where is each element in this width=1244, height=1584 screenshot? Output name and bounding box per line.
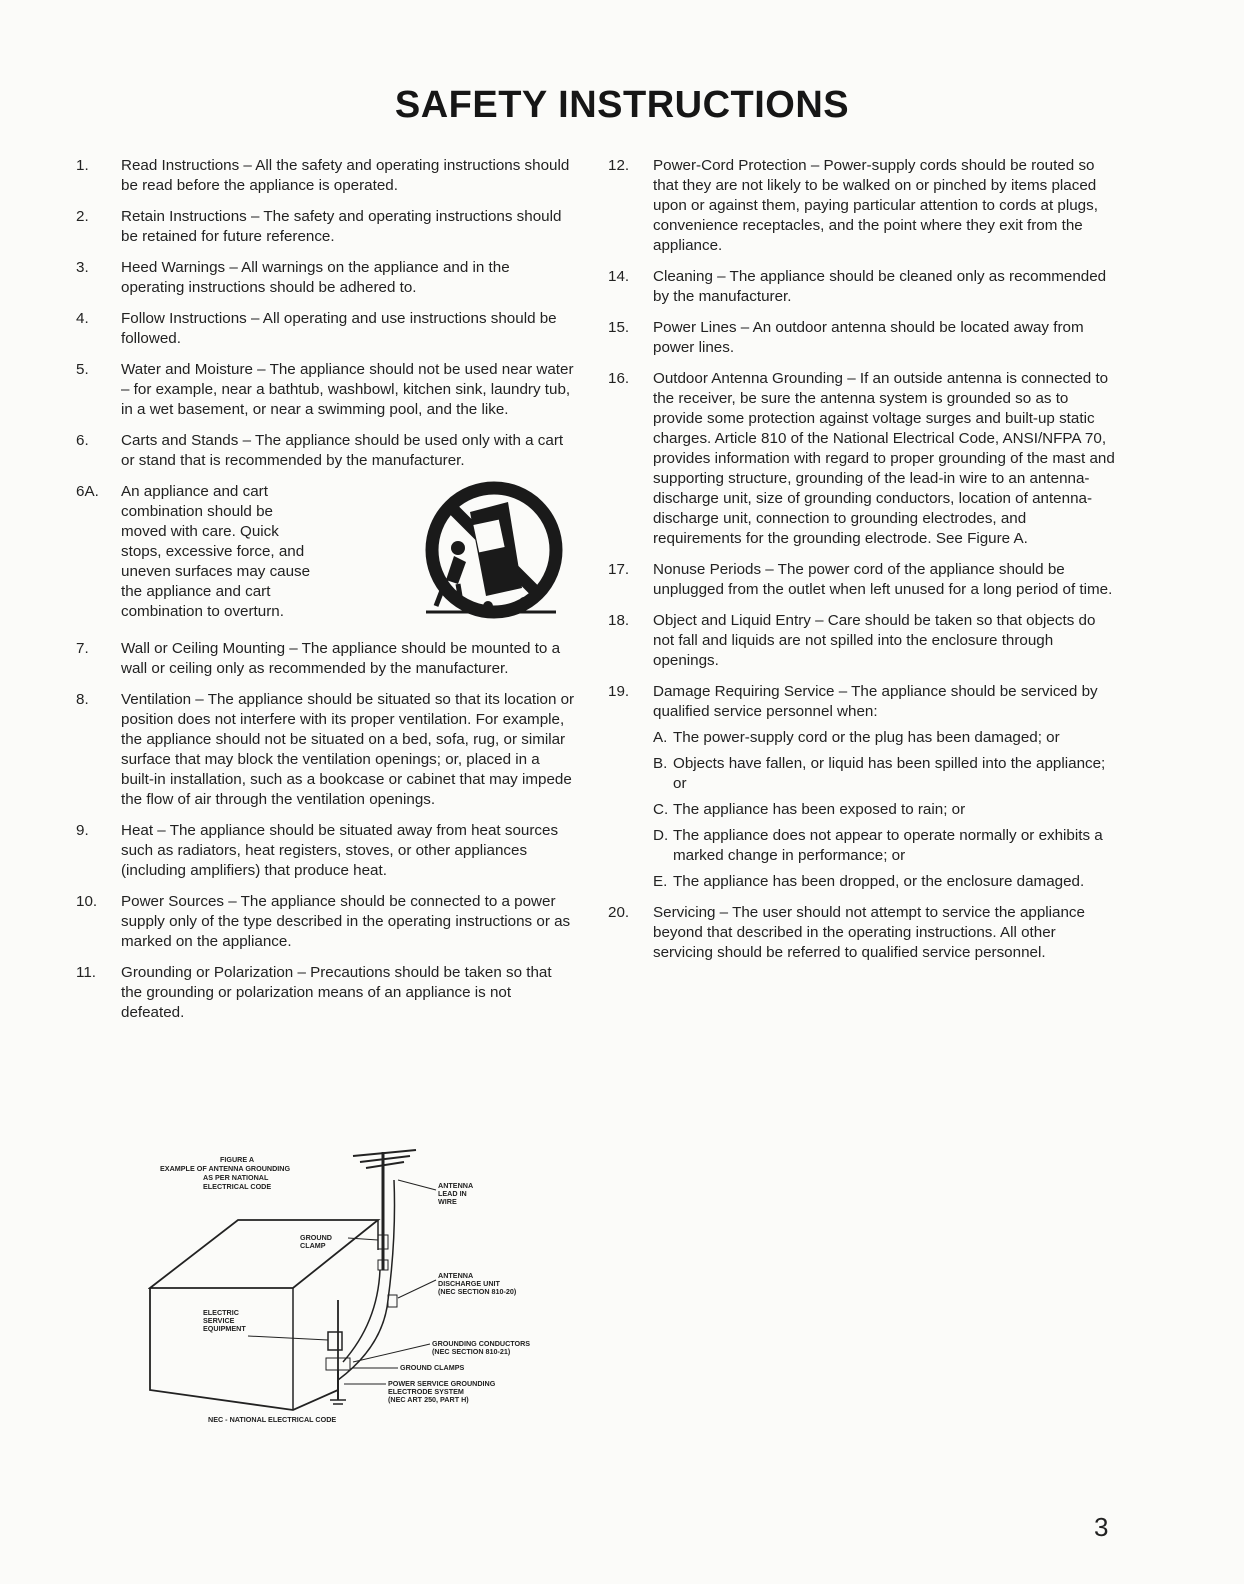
ground-symbol — [330, 1400, 346, 1404]
sub-item-letter: E. — [653, 873, 668, 890]
item-text: An appliance and cart combination should be moved with care. Quick stops, excessive force, and uneven surfaces may cause the appliance and cart combination to overturn. — [121, 483, 311, 620]
instruction-item — [608, 369, 1116, 549]
sub-item — [653, 872, 1116, 892]
instruction-item — [76, 963, 576, 1023]
figure-caption: AS PER NATIONAL — [203, 1173, 269, 1182]
label-electrode: ELECTRODE SYSTEM — [388, 1387, 464, 1396]
item-text: Grounding or Polarization – Precautions should be taken so that the grounding or polarization means of an appliance is not defeated. — [121, 964, 552, 1021]
service-equipment-box — [328, 1332, 342, 1350]
figure-caption: EXAMPLE OF ANTENNA GROUNDING — [160, 1164, 291, 1173]
label-lead-in: LEAD IN — [438, 1189, 467, 1198]
item-text: Carts and Stands – The appliance should be used only with a cart or stand that is recommended by the manufacturer. — [121, 432, 564, 469]
lead-in-wire — [338, 1180, 395, 1380]
label-service: ELECTRIC — [203, 1308, 239, 1317]
item-number: 20. — [608, 904, 630, 921]
item-number: 18. — [608, 612, 630, 629]
sub-item-text: The appliance does not appear to operate normally or exhibits a marked change in performance; or — [673, 827, 1103, 864]
instruction-item — [608, 682, 1116, 892]
item-text: Heat – The appliance should be situated away from heat sources such as radiators, heat registers, stoves, or other appliances (including amplifiers) that produce heat. — [121, 822, 559, 879]
label-conductors: (NEC SECTION 810-21) — [432, 1347, 511, 1356]
sub-item — [653, 754, 1116, 794]
leader-line — [398, 1280, 436, 1298]
house-wall — [150, 1288, 338, 1410]
grounding-conductor — [343, 1270, 380, 1362]
roof-outline — [150, 1220, 378, 1288]
sub-item-text: The power-supply cord or the plug has been damaged; or — [673, 729, 1060, 746]
item-number: 3. — [76, 259, 89, 276]
right-column — [608, 156, 1116, 974]
instruction-item — [608, 611, 1116, 671]
item-text: Power Sources – The appliance should be connected to a power supply only of the type described in the operating instructions or as marked on the appliance. — [121, 893, 571, 950]
item-text: Power-Cord Protection – Power-supply cords should be routed so that they are not likely to be walked on or pinched by items placed upon or against them, paying particular attention to cords at plugs, convenience receptacles, and the point where they exit from the appliance. — [653, 157, 1098, 254]
item-text: Servicing – The user should not attempt to service the appliance beyond that described in the operating instructions. All other servicing should be referred to qualified service personnel. — [653, 904, 1085, 961]
item-number: 9. — [76, 822, 89, 839]
instruction-item — [76, 309, 576, 349]
instruction-item — [608, 903, 1116, 963]
leader-line — [353, 1344, 430, 1362]
item-text: Cleaning – The appliance should be cleaned only as recommended by the manufacturer. — [653, 268, 1107, 305]
item-number: 15. — [608, 319, 630, 336]
antenna-elements — [353, 1150, 416, 1168]
item-number: 7. — [76, 640, 89, 657]
item-number: 6. — [76, 432, 89, 449]
item-text: Heed Warnings – All warnings on the appliance and in the operating instructions should be adhered to. — [121, 259, 510, 296]
leader-line — [248, 1336, 328, 1340]
sub-item-text: The appliance has been exposed to rain; or — [673, 801, 966, 818]
instruction-item-6a — [76, 482, 576, 628]
instruction-item — [76, 892, 576, 952]
label-electrode: (NEC ART 250, PART H) — [388, 1395, 469, 1404]
item-number: 8. — [76, 691, 89, 708]
instruction-item — [608, 156, 1116, 256]
leader-line — [398, 1180, 436, 1190]
item-number: 14. — [608, 268, 630, 285]
label-ground-clamps: GROUND CLAMPS — [400, 1363, 465, 1372]
label-service: EQUIPMENT — [203, 1324, 246, 1333]
label-discharge: DISCHARGE UNIT — [438, 1279, 500, 1288]
instruction-item — [76, 639, 576, 679]
instruction-item — [76, 431, 576, 471]
item-text: Water and Moisture – The appliance should not be used near water – for example, near a bathtub, washbowl, kitchen sink, laundry tub, in a wet basement, or near a swimming pool, and the like. — [121, 361, 574, 418]
figure-caption: FIGURE A — [220, 1155, 255, 1164]
antenna-grounding-figure — [148, 1140, 568, 1430]
instruction-item — [608, 318, 1116, 358]
item-number: 4. — [76, 310, 89, 327]
item-number: 6A. — [76, 483, 99, 500]
label-electrode: POWER SERVICE GROUNDING — [388, 1379, 496, 1388]
instruction-item — [76, 821, 576, 881]
label-discharge: (NEC SECTION 810-20) — [438, 1287, 517, 1296]
page-title: SAFETY INSTRUCTIONS — [394, 84, 850, 126]
label-lead-in: ANTENNA — [438, 1181, 474, 1190]
antenna-grounding-diagram — [148, 1140, 568, 1430]
item-number: 19. — [608, 683, 630, 700]
instruction-item — [76, 360, 576, 420]
item-number: 1. — [76, 157, 89, 174]
left-column — [76, 156, 576, 1034]
item-text: Wall or Ceiling Mounting – The appliance should be mounted to a wall or ceiling only as recommended by the manufacturer. — [121, 640, 561, 677]
label-service: SERVICE — [203, 1316, 235, 1325]
item-number: 17. — [608, 561, 630, 578]
sub-item — [653, 826, 1116, 866]
label-ground-clamp: GROUND — [300, 1233, 332, 1242]
item-text: Power Lines – An outdoor antenna should be located away from power lines. — [653, 319, 1084, 356]
sub-item-letter: B. — [653, 755, 668, 772]
sub-item — [653, 728, 1116, 748]
label-discharge: ANTENNA — [438, 1271, 474, 1280]
label-nec-note: NEC - NATIONAL ELECTRICAL CODE — [208, 1415, 337, 1424]
label-ground-clamp: CLAMP — [300, 1241, 326, 1250]
discharge-unit-box — [388, 1295, 397, 1307]
item-text: Retain Instructions – The safety and operating instructions should be retained for future reference. — [121, 208, 562, 245]
sub-item-letter: C. — [653, 801, 669, 818]
instruction-item — [608, 267, 1116, 307]
instruction-item — [76, 156, 576, 196]
label-conductors: GROUNDING CONDUCTORS — [432, 1339, 531, 1348]
sub-item — [653, 800, 1116, 820]
sub-item-letter: A. — [653, 729, 668, 746]
page-number: 3 — [1094, 1512, 1109, 1542]
cart-tip-over-warning-icon — [406, 478, 576, 628]
item-text: Object and Liquid Entry – Care should be taken so that objects do not fall and liquids are not spilled into the enclosure through openings. — [653, 612, 1096, 669]
item-text: Follow Instructions – All operating and use instructions should be followed. — [121, 310, 557, 347]
item-number: 2. — [76, 208, 89, 225]
instruction-item — [76, 690, 576, 810]
sub-item-text: Objects have fallen, or liquid has been spilled into the appliance; or — [673, 755, 1106, 792]
sub-item-letter: D. — [653, 827, 669, 844]
instruction-item — [76, 207, 576, 247]
item-text: Ventilation – The appliance should be situated so that its location or position does not interfere with its proper ventilation. For example, the appliance should not be situated on a bed, sofa, rug, or similar surface that may block the ventilation openings; or, placed in a built-in installation, such as a bookcase or cabinet that may impede the flow of air through the ventilation openings. — [121, 691, 575, 808]
item-number: 11. — [76, 964, 96, 981]
item-number: 10. — [76, 893, 98, 910]
item-text: Damage Requiring Service – The appliance should be serviced by qualified service personnel when: — [653, 683, 1098, 720]
item-text: Read Instructions – All the safety and operating instructions should be read before the appliance is operated. — [121, 157, 570, 194]
instruction-item — [608, 560, 1116, 600]
item-text: Outdoor Antenna Grounding – If an outside antenna is connected to the receiver, be sure the antenna system is grounded so as to provide some protection against voltage surges and built-up static charges. Article 810 of the National Electrical Code, ANSI/NFPA 70, provides information with regard to proper grounding of the mast and supporting structure, grounding of the lead-in wire to an antenna-discharge unit, size of grounding conductors, location of antenna-discharge unit, connection to grounding electrodes, and requirements for the grounding electrode. See Figure A. — [653, 370, 1115, 547]
item-text: Nonuse Periods – The power cord of the appliance should be unplugged from the outlet when left unused for a long period of time. — [653, 561, 1113, 598]
instruction-item — [76, 258, 576, 298]
item-number: 16. — [608, 370, 630, 387]
sub-item-text: The appliance has been dropped, or the enclosure damaged. — [673, 873, 1085, 890]
item-number: 12. — [608, 157, 630, 174]
item-number: 5. — [76, 361, 89, 378]
figure-caption: ELECTRICAL CODE — [203, 1182, 272, 1191]
label-lead-in: WIRE — [438, 1197, 457, 1206]
